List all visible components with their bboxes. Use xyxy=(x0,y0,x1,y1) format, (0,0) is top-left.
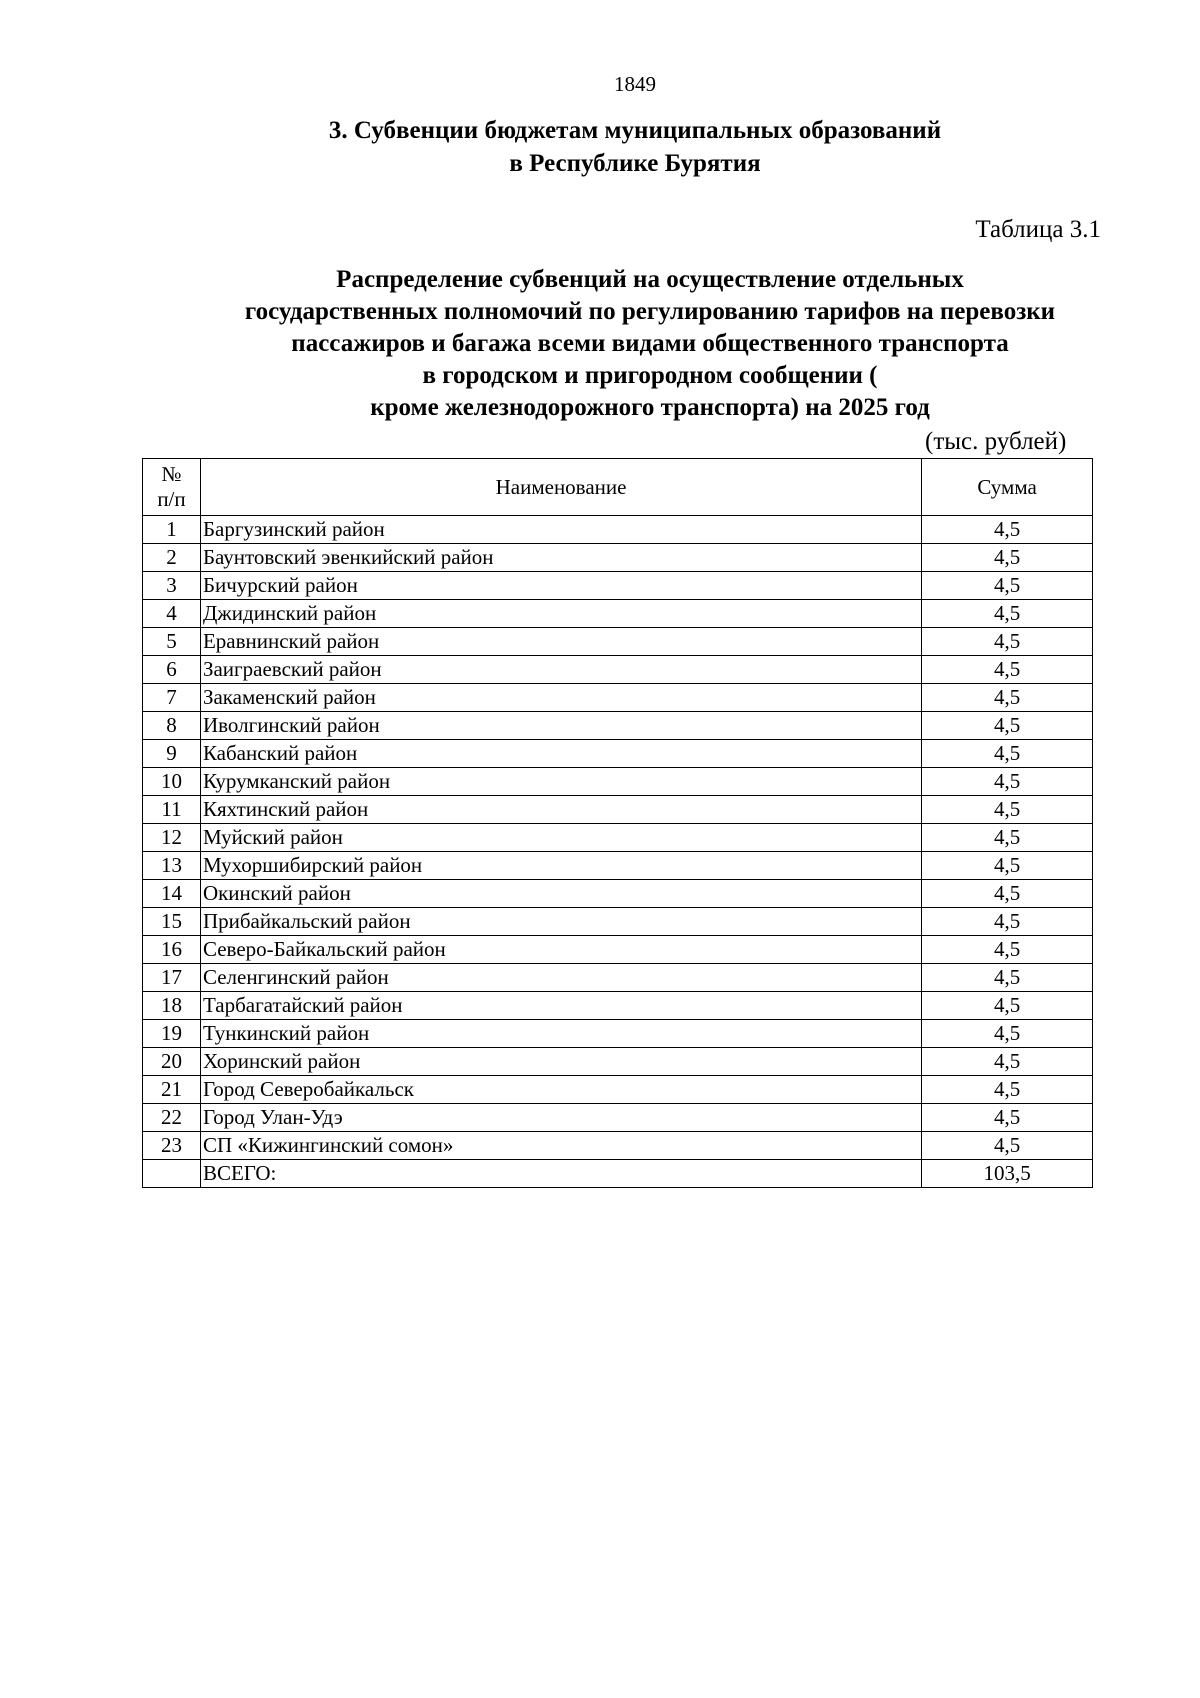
table-row xyxy=(143,964,1093,992)
table-row xyxy=(143,1132,1093,1160)
table-row xyxy=(143,1048,1093,1076)
table-row xyxy=(143,684,1093,712)
header-number xyxy=(143,459,201,516)
row-name: Курумканский район xyxy=(200,768,921,796)
row-sum: 4,5 xyxy=(922,544,1093,572)
row-number: 13 xyxy=(143,852,201,880)
row-number: 16 xyxy=(143,936,201,964)
table-row xyxy=(143,992,1093,1020)
table-row xyxy=(143,908,1093,936)
table-row xyxy=(143,740,1093,768)
row-name: Селенгинский район xyxy=(200,964,921,992)
row-name: Джидинский район xyxy=(200,600,921,628)
row-sum: 4,5 xyxy=(922,628,1093,656)
subvention-table xyxy=(142,458,1093,1188)
row-number: 17 xyxy=(143,964,201,992)
row-number: 4 xyxy=(143,600,201,628)
row-number: 10 xyxy=(143,768,201,796)
row-number: 19 xyxy=(143,1020,201,1048)
section-title xyxy=(0,114,1200,180)
row-name: Хоринский район xyxy=(200,1048,921,1076)
row-name: Северо-Байкальский район xyxy=(200,936,921,964)
row-sum: 4,5 xyxy=(922,908,1093,936)
row-name: Баунтовский эвенкийский район xyxy=(200,544,921,572)
table-row xyxy=(143,1020,1093,1048)
row-number: 2 xyxy=(143,544,201,572)
table-row xyxy=(143,516,1093,544)
row-name: Кабанский район xyxy=(200,740,921,768)
header-sum: Сумма xyxy=(922,459,1093,516)
row-name: Кяхтинский район xyxy=(200,796,921,824)
table-caption xyxy=(0,264,1200,424)
row-number: 11 xyxy=(143,796,201,824)
row-name: Заиграевский район xyxy=(200,656,921,684)
row-sum: 4,5 xyxy=(922,516,1093,544)
table-row xyxy=(143,1076,1093,1104)
row-number: 21 xyxy=(143,1076,201,1104)
row-number: 6 xyxy=(143,656,201,684)
row-sum: 4,5 xyxy=(922,992,1093,1020)
caption-line-3: пассажиров и багажа всеми видами общественного транспорта xyxy=(291,330,1009,357)
total-number xyxy=(143,1160,201,1188)
table-row xyxy=(143,712,1093,740)
table-header-row xyxy=(143,459,1093,516)
row-name: Иволгинский район xyxy=(200,712,921,740)
row-sum: 4,5 xyxy=(922,712,1093,740)
row-number: 1 xyxy=(143,516,201,544)
header-name: Наименование xyxy=(200,459,921,516)
total-row xyxy=(143,1160,1093,1188)
section-title-line-2: в Республике Бурятия xyxy=(509,150,761,177)
caption-line-5: кроме железнодорожного транспорта) на 2025 год xyxy=(370,394,930,421)
row-sum: 4,5 xyxy=(922,572,1093,600)
table-row xyxy=(143,852,1093,880)
row-number: 22 xyxy=(143,1104,201,1132)
table-row xyxy=(143,600,1093,628)
row-number: 7 xyxy=(143,684,201,712)
row-number: 15 xyxy=(143,908,201,936)
row-sum: 4,5 xyxy=(922,1132,1093,1160)
table-row xyxy=(143,824,1093,852)
row-sum: 4,5 xyxy=(922,768,1093,796)
table-row xyxy=(143,1104,1093,1132)
row-sum: 4,5 xyxy=(922,656,1093,684)
row-number: 23 xyxy=(143,1132,201,1160)
units-label: (тыс. рублей) xyxy=(925,428,1067,455)
table-row xyxy=(143,656,1093,684)
row-number: 8 xyxy=(143,712,201,740)
row-sum: 4,5 xyxy=(922,1048,1093,1076)
table-row xyxy=(143,572,1093,600)
row-sum: 4,5 xyxy=(922,684,1093,712)
row-name: СП «Кижингинский сомон» xyxy=(200,1132,921,1160)
caption-line-2: государственных полномочий по регулированию тарифов на перевозки xyxy=(244,298,1056,325)
total-sum: 103,5 xyxy=(922,1160,1093,1188)
row-name: Баргузинский район xyxy=(200,516,921,544)
total-label: ВСЕГО: xyxy=(200,1160,921,1188)
row-sum: 4,5 xyxy=(922,964,1093,992)
table-number: Таблица 3.1 xyxy=(975,216,1101,243)
row-name: Город Улан-Удэ xyxy=(200,1104,921,1132)
row-sum: 4,5 xyxy=(922,1076,1093,1104)
row-sum: 4,5 xyxy=(922,740,1093,768)
table-body xyxy=(143,516,1093,1188)
header-number-line-2: п/п xyxy=(157,487,186,511)
row-sum: 4,5 xyxy=(922,1020,1093,1048)
row-sum: 4,5 xyxy=(922,880,1093,908)
row-name: Еравнинский район xyxy=(200,628,921,656)
row-name: Муйский район xyxy=(200,824,921,852)
row-name: Закаменский район xyxy=(200,684,921,712)
row-name: Прибайкальский район xyxy=(200,908,921,936)
row-number: 20 xyxy=(143,1048,201,1076)
row-name: Мухоршибирский район xyxy=(200,852,921,880)
section-title-line-1: 3. Субвенции бюджетам муниципальных образований xyxy=(328,117,942,144)
row-number: 18 xyxy=(143,992,201,1020)
row-name: Тарбагатайский район xyxy=(200,992,921,1020)
table-row xyxy=(143,768,1093,796)
row-sum: 4,5 xyxy=(922,600,1093,628)
row-number: 14 xyxy=(143,880,201,908)
table-row xyxy=(143,544,1093,572)
row-number: 5 xyxy=(143,628,201,656)
row-sum: 4,5 xyxy=(922,1104,1093,1132)
row-sum: 4,5 xyxy=(922,852,1093,880)
row-number: 12 xyxy=(143,824,201,852)
caption-line-4: в городском и пригородном сообщении ( xyxy=(422,362,878,389)
row-sum: 4,5 xyxy=(922,796,1093,824)
header-number-line-1: № xyxy=(161,462,182,486)
table-row xyxy=(143,796,1093,824)
table-row xyxy=(143,880,1093,908)
row-sum: 4,5 xyxy=(922,936,1093,964)
caption-line-1: Распределение субвенций на осуществление отдельных xyxy=(336,266,964,293)
row-name: Окинский район xyxy=(200,880,921,908)
row-number: 9 xyxy=(143,740,201,768)
page-number: 1849 xyxy=(614,72,656,96)
row-name: Тункинский район xyxy=(200,1020,921,1048)
row-sum: 4,5 xyxy=(922,824,1093,852)
row-name: Бичурский район xyxy=(200,572,921,600)
row-number: 3 xyxy=(143,572,201,600)
table-row xyxy=(143,628,1093,656)
table-row xyxy=(143,936,1093,964)
row-name: Город Северобайкальск xyxy=(200,1076,921,1104)
